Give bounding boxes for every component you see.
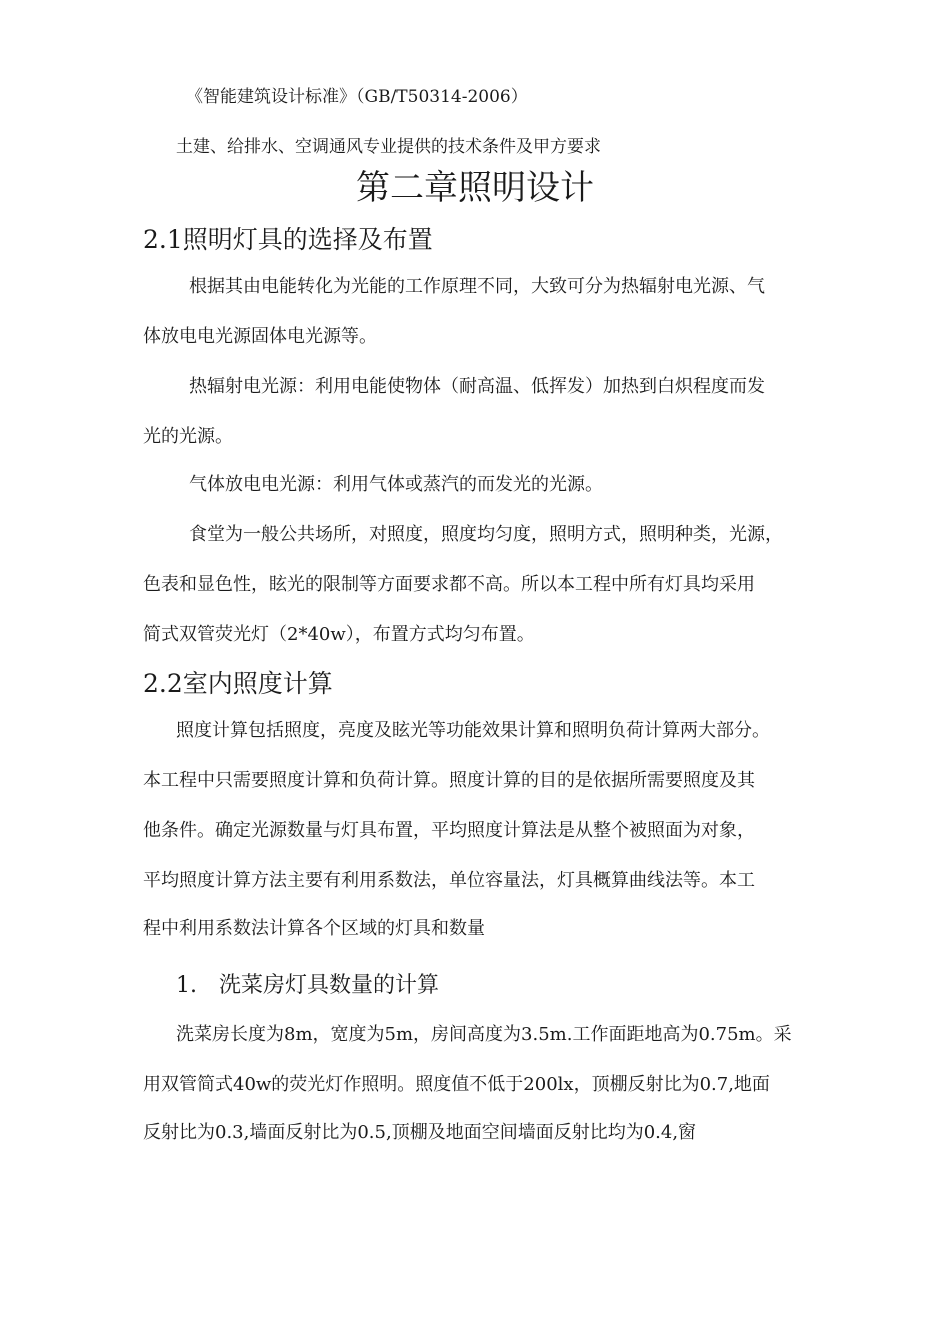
section-heading-2-1: 2.1照明灯具的选择及布置 [143, 225, 433, 254]
chapter-title: 第二章照明设计 [356, 168, 594, 208]
paragraph-line: 洗菜房长度为8m，宽度为5m，房间高度为3.5m.工作面距地高为0.75m。采 [176, 1024, 792, 1045]
paragraph-line: 食堂为一般公共场所，对照度，照度均匀度，照明方式，照明种类，光源， [189, 524, 783, 545]
paragraph-line: 他条件。确定光源数量与灯具布置，平均照度计算法是从整个被照面为对象， [143, 820, 755, 841]
paragraph-line: 体放电电光源固体电光源等。 [143, 326, 377, 347]
paragraph-line: 简式双管荧光灯（2*40w），布置方式均匀布置。 [143, 624, 535, 645]
paragraph-line: 平均照度计算方法主要有利用系数法，单位容量法，灯具概算曲线法等。本工 [143, 870, 755, 891]
paragraph-line: 用双管简式40w的荧光灯作照明。照度值不低于200lx，顶棚反射比为0.7,地面 [143, 1074, 770, 1095]
reference-conditions: 土建、给排水、空调通风专业提供的技术条件及甲方要求 [176, 137, 601, 157]
paragraph-line: 根据其由电能转化为光能的工作原理不同，大致可分为热辐射电光源、气 [189, 276, 765, 297]
paragraph-line: 热辐射电光源：利用电能使物体（耐高温、低挥发）加热到白炽程度而发 [189, 376, 765, 397]
paragraph-line: 气体放电电光源：利用气体或蒸汽的而发光的光源。 [189, 474, 603, 495]
subsection-heading-1: 1. 洗菜房灯具数量的计算 [176, 973, 439, 998]
paragraph-line: 光的光源。 [143, 426, 233, 447]
paragraph-line: 反射比为0.3,墙面反射比为0.5,顶棚及地面空间墙面反射比均为0.4,窗 [143, 1122, 697, 1143]
paragraph-line: 本工程中只需要照度计算和负荷计算。照度计算的目的是依据所需要照度及其 [143, 770, 755, 791]
paragraph-line: 色表和显色性，眩光的限制等方面要求都不高。所以本工程中所有灯具均采用 [143, 574, 755, 595]
section-heading-2-2: 2.2室内照度计算 [143, 669, 333, 698]
paragraph-line: 程中利用系数法计算各个区域的灯具和数量 [143, 918, 485, 939]
reference-standard: 《智能建筑设计标准》（GB/T50314-2006） [186, 87, 528, 107]
paragraph-line: 照度计算包括照度，亮度及眩光等功能效果计算和照明负荷计算两大部分。 [176, 720, 770, 741]
